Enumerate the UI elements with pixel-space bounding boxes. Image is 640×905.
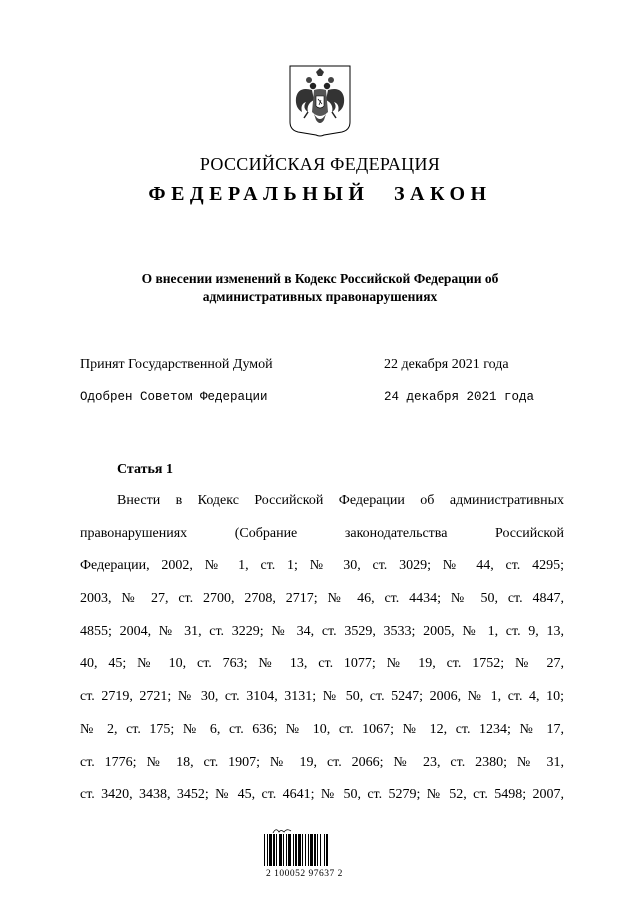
- article-line: 40, 45; № 10, ст. 763; № 13, ст. 1077; № 19, ст. 1752; № 27,: [80, 656, 564, 672]
- adoption-label: Принят Государственной Думой: [80, 357, 273, 372]
- article-body: [80, 492, 564, 819]
- article-line: ст. 2719, 2721; № 30, ст. 3104, 3131; № 50, ст. 5247; 2006, № 1, ст. 4, 10;: [80, 689, 564, 705]
- article-heading: Статья 1: [117, 462, 173, 477]
- article-line: Внести в Кодекс Российской Федерации об административных: [117, 493, 564, 508]
- adoption-date: 24 декабря 2021 года: [384, 390, 535, 404]
- article-line: Федерации, 2002, № 1, ст. 1; № 30, ст. 3029; № 44, ст. 4295;: [80, 558, 564, 574]
- article-line: 4855; 2004, № 31, ст. 3229; № 34, ст. 3529, 3533; 2005, № 1, ст. 9, 13,: [80, 623, 564, 639]
- country-name: РОССИЙСКАЯ ФЕДЕРАЦИЯ: [199, 154, 441, 174]
- article-line: правонарушениях (Собрание законодательства Российской: [80, 525, 564, 541]
- barcode-number: 2 100052 97637 2: [266, 869, 343, 879]
- adoption-row-duma: [80, 357, 560, 377]
- article-line: ст. 3420, 3438, 3452; № 45, ст. 4641; № 50, ст. 5279; № 52, ст. 5498; 2007,: [80, 787, 564, 803]
- barcode: [262, 826, 376, 882]
- adoption-label: Одобрен Советом Федерации: [80, 390, 268, 404]
- adoption-date: 22 декабря 2021 года: [384, 357, 509, 372]
- article-line: 2003, № 27, ст. 2700, 2708, 2717; № 46, ст. 4434; № 50, ст. 4847,: [80, 591, 564, 607]
- article-line: № 2, ст. 175; № 6, ст. 636; № 10, ст. 1067; № 12, ст. 1234; № 17,: [80, 721, 564, 737]
- barcode-bars-icon: [262, 834, 376, 868]
- law-subject: О внесении изменений в Кодекс Российской Федерации об административных правонарушениях: [141, 271, 499, 304]
- article-line: ст. 1776; № 18, ст. 1907; № 19, ст. 2066; № 23, ст. 2380; № 31,: [80, 754, 564, 770]
- adoption-row-council: [80, 390, 560, 410]
- coat-of-arms-icon: [288, 64, 352, 138]
- signature-mark-icon: [272, 826, 292, 834]
- document-type-title: ФЕДЕРАЛЬНЫЙ ЗАКОН: [148, 183, 492, 205]
